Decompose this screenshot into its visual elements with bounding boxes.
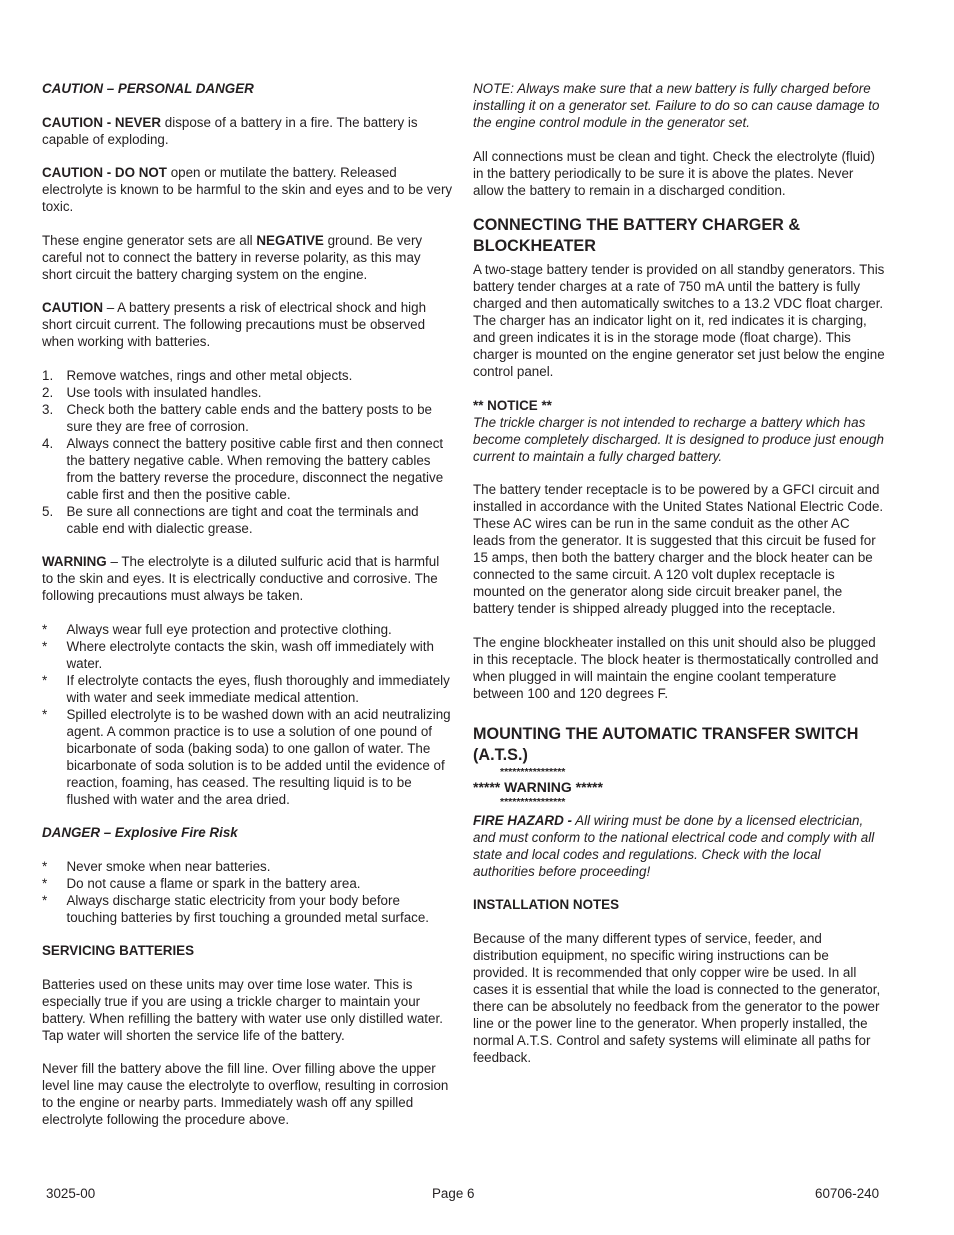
servicing-paragraph-1: Batteries used on these units may over time lose water. This is especially true if you are using a trickle charger to maintain your battery. When refilling the battery with water use only distilled water. Tap water will shorten the service life of the battery. [42, 976, 443, 1043]
fire-hazard-text: All wiring must be done by a licensed electrician, and must conform to the national electrical code and comply with all state and local codes and regulations. Check with the local authorities before proceeding! [473, 812, 875, 879]
bullet-marker: * [42, 621, 48, 637]
electrolyte-bullet-list [42, 621, 454, 808]
list-item [42, 875, 454, 892]
list-item [42, 638, 454, 672]
caution-shock-text: – A battery presents a risk of electrical shock and high short circuit current. The following precautions must be observed when working with batteries. [42, 300, 427, 349]
list-item [42, 367, 454, 384]
notice-title: ** NOTICE ** [473, 397, 552, 413]
list-text: Always connect the battery positive cable first and then connect the battery negative cable. When removing the battery cables from the battery reverse the procedure, disconnect the negative cable first and then the positive cable. [66, 435, 444, 502]
charger-section-heading: CONNECTING THE BATTERY CHARGER & BLOCKHEATER [473, 216, 801, 255]
right-column [473, 80, 885, 1082]
bullet-marker: * [42, 706, 48, 722]
bullet-marker: * [42, 638, 48, 654]
footer-doc-number: 3025-00 [46, 1186, 96, 1201]
bullet-marker: * [42, 858, 48, 874]
installation-notes-title: INSTALLATION NOTES [473, 897, 620, 912]
list-item [42, 435, 454, 503]
list-text: Never smoke when near batteries. [66, 858, 271, 874]
list-item [42, 384, 454, 401]
list-text: If electrolyte contacts the eyes, flush thoroughly and immediately with water and seek immediate medical attention. [66, 672, 450, 705]
negative-ground-text-b: ground. Be very careful not to connect the battery in reverse polarity, as this may short circuit the battery charging system on the engine. [42, 232, 423, 282]
list-item [42, 892, 454, 926]
caution-shock-paragraph [42, 299, 454, 350]
caution-personal-danger-title: CAUTION – PERSONAL DANGER [42, 81, 254, 96]
list-item [42, 503, 454, 537]
negative-ground-text-a: These engine generator sets are all [42, 232, 257, 248]
list-text: Always discharge static electricity from your body before touching batteries by first touching a grounded metal surface. [66, 892, 430, 925]
list-text: Be sure all connections are tight and coat the terminals and cable end with dialectic grease. [66, 503, 419, 536]
negative-ground-paragraph [42, 232, 454, 283]
list-text: Always wear full eye protection and protective clothing. [66, 621, 392, 637]
list-item [42, 706, 454, 808]
list-number: 2. [42, 384, 54, 400]
precautions-numbered-list [42, 367, 454, 537]
footer-part-number: 60706-240 [815, 1186, 880, 1201]
warning-stars-top: **************** [500, 765, 566, 778]
caution-never-paragraph [42, 114, 454, 148]
caution-do-not-label: CAUTION - DO NOT [42, 165, 167, 180]
receptacle-paragraph: The battery tender receptacle is to be powered by a GFCI circuit and installed in accordance with the United States National Electric Code. These AC wires can be run in the same conduit as the other AC leads from the generator. It is suggested that this circuit be fused for 15 amps, then both the battery charger and the block heater can be connected to the same circuit. A 120 volt duplex receptacle is mounted on the generator along side circuit breaker panel, the battery tender is shipped already plugged into the receptacle. [473, 482, 884, 616]
footer-page-number: Page 6 [432, 1186, 475, 1201]
warning-label: WARNING [42, 554, 107, 569]
list-number: 3. [42, 401, 54, 417]
list-text: Check both the battery cable ends and the battery posts to be sure they are free of corrosion. [66, 401, 433, 434]
fire-risk-bullet-list [42, 858, 454, 926]
warning-banner: ***** WARNING ***** [473, 778, 603, 795]
list-text: Where electrolyte contacts the skin, wash off immediately with water. [66, 638, 434, 671]
negative-label: NEGATIVE [256, 232, 324, 248]
bullet-marker: * [42, 875, 48, 891]
blockheater-paragraph: The engine blockheater installed on this unit should also be plugged in this receptacle. The block heater is thermostatically controlled and when plugged in will maintain the engine coolant temperature between 100 and 120 degrees F. [473, 634, 879, 701]
note-paragraph: NOTE: Always make sure that a new battery is fully charged before installing it on a generator set. Failure to do so can cause damage to the engine control module in the generator set. [473, 81, 880, 130]
danger-explosive-title: DANGER – Explosive Fire Risk [42, 825, 238, 840]
caution-do-not-paragraph [42, 164, 454, 215]
servicing-batteries-title: SERVICING BATTERIES [42, 943, 195, 958]
notice-text: The trickle charger is not intended to recharge a battery which has become completely discharged. It is designed to produce just enough current to maintain a fully charged battery. [473, 414, 884, 464]
list-text: Remove watches, rings and other metal objects. [66, 367, 353, 383]
fire-hazard-paragraph [473, 812, 885, 880]
list-number: 5. [42, 503, 54, 519]
installation-paragraph: Because of the many different types of service, feeder, and distribution equipment, no specific wiring instructions can be provided. It is recommended that only copper wire be used. In all cases it is essential that while the load is connected to the generator, there can be absolutely no feedback from the generator to the power line or the power line to the generator. When properly installed, the normal A.T.S. Control and safety systems will eliminate all paths for feedback. [473, 930, 881, 1065]
list-item [42, 858, 454, 875]
list-text: Do not cause a flame or spark in the battery area. [66, 875, 361, 891]
list-number: 1. [42, 367, 54, 383]
warning-electrolyte-paragraph [42, 553, 454, 604]
left-column [42, 80, 454, 1145]
list-text: Use tools with insulated handles. [66, 384, 262, 400]
bullet-marker: * [42, 892, 48, 908]
caution-do-not-text: open or mutilate the battery. Released electrolyte is known to be harmful to the skin and eyes and to be very toxic. [42, 165, 453, 214]
list-item [42, 401, 454, 435]
list-item [42, 621, 454, 638]
warning-electrolyte-text: – The electrolyte is a diluted sulfuric acid that is harmful to the skin and eyes. It is electrically conductive and corrosive. The following precautions must always be taken. [42, 554, 440, 603]
connections-paragraph: All connections must be clean and tight. Check the electrolyte (fluid) in the battery periodically to be sure it is above the plates. Never allow the battery to remain in a discharged condition. [473, 148, 875, 198]
caution-label: CAUTION [42, 300, 103, 315]
fire-hazard-label: FIRE HAZARD - [473, 812, 572, 828]
warning-stars-bottom: **************** [500, 795, 566, 808]
caution-never-text: dispose of a battery in a fire. The battery is capable of exploding. [42, 114, 418, 147]
caution-never-label: CAUTION - NEVER [42, 114, 162, 130]
list-number: 4. [42, 435, 54, 451]
charger-paragraph: A two-stage battery tender is provided on all standby generators. This battery tender charges at a rate of 750 mA until the battery is fully charged and then automatically switches to a 13.2 VDC float charger. The charger has an indicator light on it, red indicates it is charging, and green indicates it is in the storage mode (float charge). This charger is mounted on the engine generator set just below the engine control panel. [473, 262, 885, 379]
list-text: Spilled electrolyte is to be washed down with an acid neutralizing agent. A common practice is to use a solution of one pound of bicarbonate of soda (baking soda) to one gallon of water. The bicarbonate of soda solution is to be added until the evidence of reaction, foaming, has ceased. The resulting liquid is to be flushed with water and the area dried. [66, 706, 451, 807]
servicing-paragraph-2: Never fill the battery above the fill line. Over filling above the upper level line may cause the electrolyte to overflow, resulting in corrosion to the engine or nearby parts. Immediately wash off any spilled electrolyte following the procedure above. [42, 1061, 449, 1127]
list-item [42, 672, 454, 706]
ats-section-heading: MOUNTING THE AUTOMATIC TRANSFER SWITCH (A.T.S.) [473, 724, 859, 764]
bullet-marker: * [42, 672, 48, 688]
